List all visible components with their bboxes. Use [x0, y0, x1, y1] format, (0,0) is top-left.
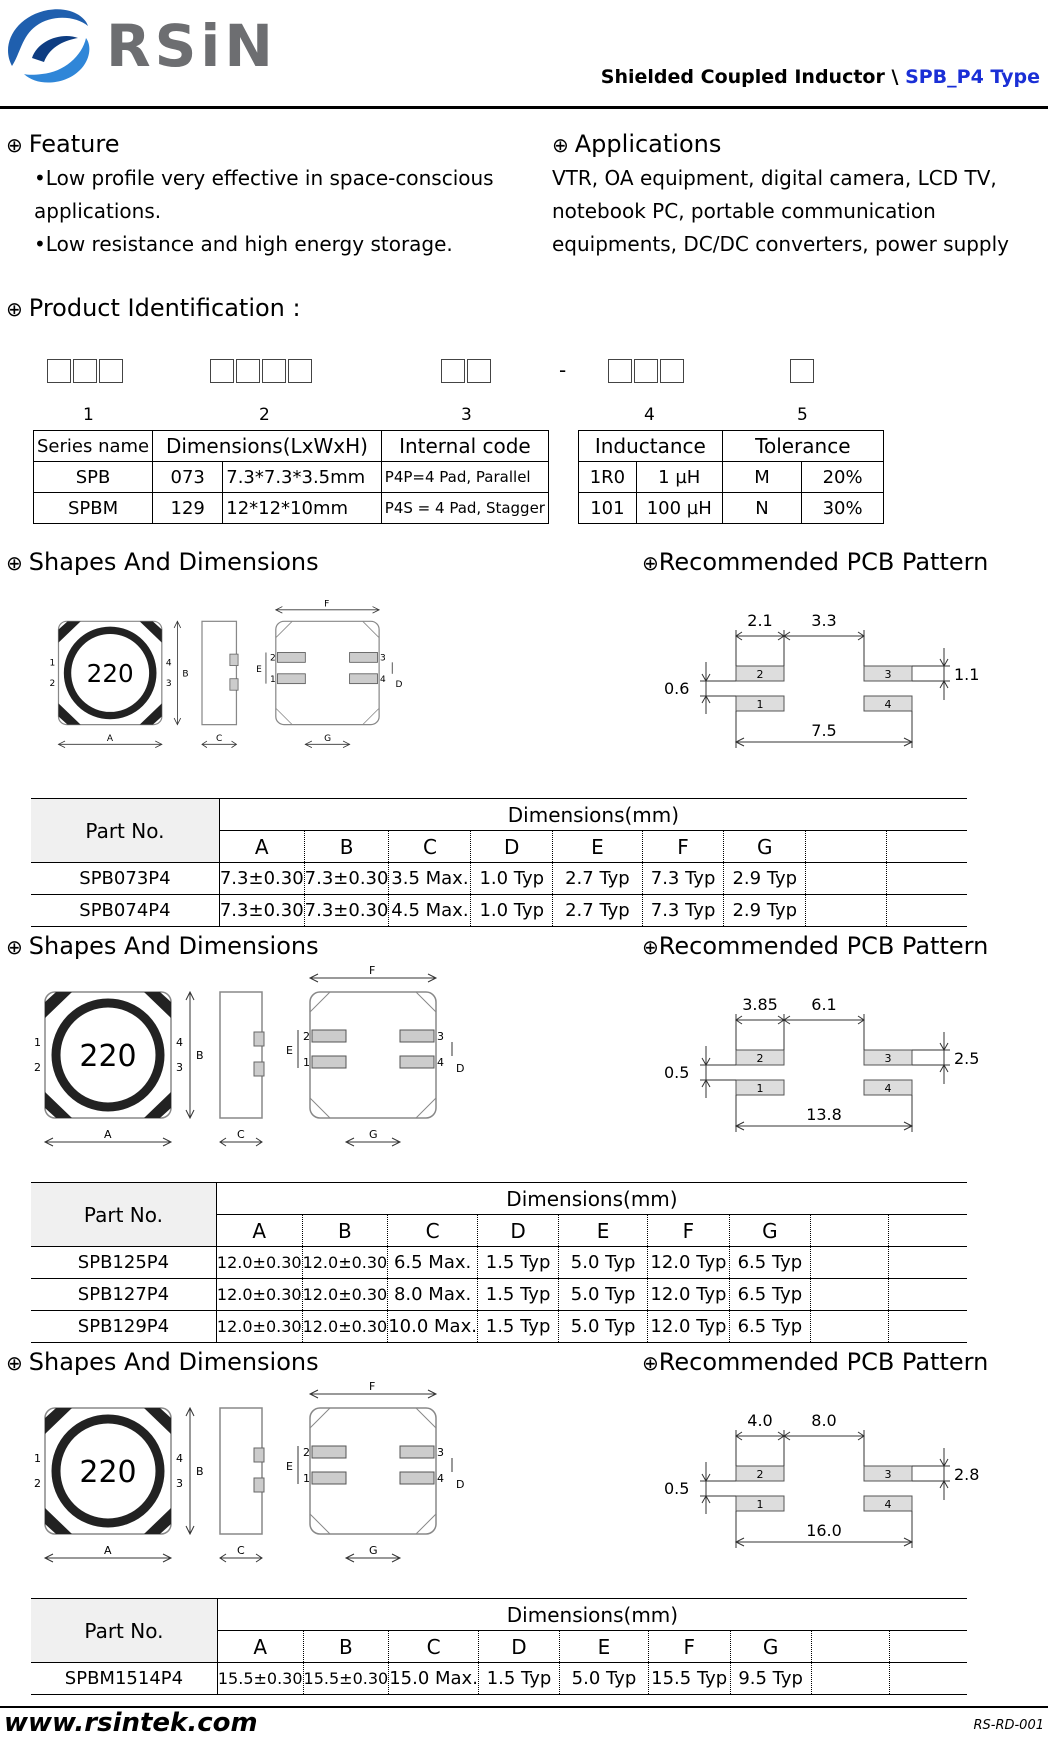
part-no-header: Part No. — [31, 1183, 216, 1247]
column-header: B — [303, 1631, 389, 1663]
crosshair-icon: ⊕ — [642, 935, 659, 959]
pad-label: 2 — [303, 1030, 310, 1043]
pin-label: 3 — [176, 1061, 183, 1074]
table-cell: 101 — [579, 493, 637, 524]
dim-label-e: E — [286, 1460, 293, 1473]
dimensions-table — [31, 798, 967, 927]
code-number: 2 — [259, 405, 270, 425]
pad-label: 3 — [884, 1052, 892, 1065]
dim-label-c: C — [215, 734, 223, 745]
pcb-dim-right: 2.5 — [954, 1049, 980, 1068]
column-header: A — [217, 1631, 303, 1663]
header-cell: Series name — [34, 431, 153, 462]
dimension-cell-f: 7.3 Typ — [642, 863, 724, 895]
dimensions-header: Dimensions(mm) — [217, 1599, 967, 1631]
dimension-cell-b: 15.5±0.30 — [303, 1663, 389, 1695]
header-cell: Tolerance — [722, 431, 883, 462]
pin-label: 4 — [176, 1452, 183, 1465]
part-number-cell: SPB074P4 — [31, 895, 219, 927]
pad-label: 3 — [884, 1468, 892, 1481]
pad-label: 3 — [437, 1446, 444, 1459]
table-cell: 12*12*10mm — [223, 493, 382, 524]
code-number: 3 — [461, 405, 472, 425]
column-header: C — [388, 1215, 478, 1247]
dimension-cell-c: 4.5 Max. — [389, 895, 471, 927]
header-cell: Inductance — [579, 431, 723, 462]
column-header: C — [389, 1631, 479, 1663]
dimension-cell-e: 5.0 Typ — [559, 1247, 648, 1279]
pin-label: 4 — [165, 658, 172, 669]
dim-label-f: F — [324, 599, 330, 610]
table-row — [31, 1279, 967, 1311]
series-code-table — [33, 430, 549, 524]
dim-label-b: B — [182, 669, 189, 680]
top-view — [34, 1408, 204, 1562]
part-number-cell: SPB125P4 — [31, 1247, 216, 1279]
feature-line: •Low resistance and high energy storage. — [34, 232, 453, 256]
pcb-heading: ⊕Recommended PCB Pattern — [642, 548, 989, 576]
table-row — [31, 1663, 967, 1695]
pad-label: 4 — [884, 698, 892, 711]
dim-label-g: G — [324, 734, 332, 745]
column-header: F — [648, 1631, 730, 1663]
dimension-cell-f: 15.5 Typ — [648, 1663, 730, 1695]
column-header: D — [478, 1631, 559, 1663]
code-boxes-2 — [210, 359, 314, 387]
crosshair-icon: ⊕ — [552, 133, 569, 157]
dim-label-e: E — [286, 1044, 293, 1057]
empty-cell — [889, 1215, 967, 1247]
column-header: A — [219, 831, 304, 863]
logo-swirl-icon — [2, 4, 94, 90]
header-rule — [0, 106, 1048, 109]
pad-label: 1 — [303, 1056, 310, 1069]
dimension-cell-e: 5.0 Typ — [559, 1311, 648, 1343]
crosshair-icon: ⊕ — [6, 297, 23, 321]
pad-label: 2 — [756, 668, 764, 681]
pcb-pattern-drawing — [650, 1390, 1030, 1560]
dimension-cell-b: 7.3±0.30 — [304, 863, 389, 895]
part-number-cell: SPBM1514P4 — [31, 1663, 217, 1695]
pad-label: 1 — [303, 1472, 310, 1485]
company-logo — [2, 4, 94, 90]
side-view — [220, 992, 264, 1146]
document-code: RS-RD-001 — [973, 1718, 1044, 1733]
crosshair-icon: ⊕ — [6, 551, 23, 575]
feature-list — [34, 162, 524, 261]
crosshair-icon: ⊕ — [6, 935, 23, 959]
table-cell: P4P=4 Pad, Parallel — [381, 462, 548, 493]
header-cell: Dimensions(LxWxH) — [153, 431, 382, 462]
part-number-cell: SPB129P4 — [31, 1311, 216, 1343]
code-boxes-3 — [441, 359, 493, 387]
dimension-cell-a: 7.3±0.30 — [219, 863, 304, 895]
dimension-cell-c: 8.0 Max. — [388, 1279, 478, 1311]
shapes-heading: ⊕ Shapes And Dimensions — [6, 548, 319, 576]
pcb-pattern-drawing — [650, 974, 1030, 1144]
pcb-dim-left: 0.5 — [664, 1479, 690, 1498]
column-header: D — [471, 831, 553, 863]
dim-label-a: A — [106, 734, 114, 745]
pad-label: 1 — [756, 1498, 764, 1511]
top-view — [49, 621, 188, 747]
dimension-cell-e: 5.0 Typ — [560, 1663, 649, 1695]
pad-label: 4 — [884, 1082, 892, 1095]
dim-label-d: D — [456, 1478, 465, 1491]
table-cell: SPB — [34, 462, 153, 493]
bottom-view — [286, 966, 464, 1146]
column-header: A — [216, 1215, 302, 1247]
product-id-heading: ⊕ Product Identification : — [6, 294, 301, 322]
dim-label-e: E — [256, 665, 262, 676]
dimension-cell-g: 2.9 Typ — [724, 895, 806, 927]
pin-label: 2 — [34, 1477, 41, 1490]
dimension-cell-e: 5.0 Typ — [559, 1279, 648, 1311]
pcb-dim-b: 6.1 — [811, 995, 837, 1014]
part-number-cell: SPB073P4 — [31, 863, 219, 895]
empty-cell — [811, 1215, 889, 1247]
column-header: D — [477, 1215, 558, 1247]
table-row — [31, 895, 967, 927]
table-cell: 129 — [153, 493, 223, 524]
dimension-cell-d: 1.0 Typ — [471, 895, 553, 927]
part-marking: 220 — [79, 1039, 137, 1074]
column-header: F — [648, 1215, 730, 1247]
table-header-row — [31, 1599, 967, 1631]
dimensions-table — [31, 1598, 967, 1695]
dimension-cell-f: 12.0 Typ — [648, 1247, 730, 1279]
pcb-pattern-drawing — [650, 590, 1030, 760]
empty-cell — [889, 1663, 967, 1695]
applications-line: VTR, OA equipment, digital camera, LCD TV, — [552, 166, 997, 190]
dimension-cell-a: 12.0±0.30 — [216, 1247, 302, 1279]
dimension-cell-b: 12.0±0.30 — [302, 1311, 388, 1343]
pin-label: 1 — [49, 658, 56, 669]
pad-label: 1 — [756, 1082, 764, 1095]
package-outline-drawing — [20, 966, 540, 1176]
code-boxes-5 — [790, 359, 816, 387]
dimension-cell-g: 6.5 Typ — [729, 1311, 810, 1343]
pad-label: 2 — [270, 653, 276, 664]
pin-label: 1 — [34, 1452, 41, 1465]
dimension-cell-g: 2.9 Typ — [724, 863, 806, 895]
crosshair-icon: ⊕ — [6, 1351, 23, 1375]
pin-label: 2 — [34, 1061, 41, 1074]
pcb-heading: ⊕Recommended PCB Pattern — [642, 932, 989, 960]
dim-label-b: B — [196, 1465, 204, 1478]
feature-line: •Low profile very effective in space-conscious — [34, 166, 494, 190]
pin-label: 2 — [49, 679, 56, 690]
title-main: Shielded Coupled Inductor — [600, 66, 885, 88]
table-cell: M — [722, 462, 802, 493]
package-outline-drawing — [20, 582, 540, 792]
empty-cell — [889, 1311, 967, 1343]
crosshair-icon: ⊕ — [6, 133, 23, 157]
part-marking: 220 — [79, 1455, 137, 1490]
pin-label: 1 — [34, 1036, 41, 1049]
pad-label: 3 — [884, 668, 892, 681]
table-cell: 30% — [802, 493, 884, 524]
inductance-tolerance-table — [578, 430, 884, 524]
dimension-cell-b: 7.3±0.30 — [304, 895, 389, 927]
column-header: G — [724, 831, 806, 863]
table-cell: SPBM — [34, 493, 153, 524]
dimensions-header: Dimensions(mm) — [219, 799, 967, 831]
table-cell: 100 µH — [636, 493, 722, 524]
part-marking: 220 — [86, 659, 134, 688]
applications-line: notebook PC, portable communication — [552, 199, 936, 223]
brand-name: RSiN — [106, 12, 277, 80]
side-view — [202, 621, 238, 747]
empty-cell — [811, 1663, 889, 1695]
empty-cell — [811, 1279, 889, 1311]
empty-cell — [886, 831, 967, 863]
part-number-cell: SPB127P4 — [31, 1279, 216, 1311]
pcb-dim-right: 2.8 — [954, 1465, 980, 1484]
empty-cell — [886, 895, 967, 927]
empty-cell — [889, 1631, 967, 1663]
pad-label: 4 — [379, 675, 386, 685]
code-dash: - — [559, 358, 567, 382]
dimension-cell-f: 12.0 Typ — [648, 1311, 730, 1343]
dimension-cell-d: 1.0 Typ — [471, 863, 553, 895]
pcb-pads — [736, 1466, 912, 1511]
feature-line: applications. — [34, 199, 162, 223]
table-row — [31, 1247, 967, 1279]
part-no-header: Part No. — [31, 799, 219, 863]
pad-label: 2 — [756, 1052, 764, 1065]
applications-list — [552, 162, 1042, 261]
pad-label: 4 — [437, 1472, 444, 1485]
empty-cell — [889, 1247, 967, 1279]
dimension-cell-e: 2.7 Typ — [553, 863, 643, 895]
pad-label: 1 — [756, 698, 764, 711]
dimension-cell-a: 12.0±0.30 — [216, 1311, 302, 1343]
column-header: B — [304, 831, 389, 863]
column-header: B — [302, 1215, 388, 1247]
dimension-cell-d: 1.5 Typ — [477, 1279, 558, 1311]
crosshair-icon: ⊕ — [642, 551, 659, 575]
pin-label: 4 — [176, 1036, 183, 1049]
dimension-cell-d: 1.5 Typ — [477, 1311, 558, 1343]
pcb-heading: ⊕Recommended PCB Pattern — [642, 1348, 989, 1376]
dimension-cell-a: 7.3±0.30 — [219, 895, 304, 927]
top-view — [34, 992, 204, 1146]
bottom-view — [256, 600, 402, 748]
dimension-cell-c: 3.5 Max. — [389, 863, 471, 895]
pcb-pads — [736, 1050, 912, 1095]
dimension-cell-e: 2.7 Typ — [553, 895, 643, 927]
column-header: E — [560, 1631, 649, 1663]
pcb-dim-total: 13.8 — [806, 1105, 842, 1124]
pcb-dim-a: 4.0 — [747, 1411, 773, 1430]
table-cell: N — [722, 493, 802, 524]
column-header: C — [389, 831, 471, 863]
table-row — [31, 863, 967, 895]
dim-label-c: C — [237, 1544, 245, 1557]
dim-label-g: G — [369, 1544, 378, 1557]
dimensions-table — [31, 1182, 967, 1343]
table-cell: P4S = 4 Pad, Stagger — [381, 493, 548, 524]
table-cell: 7.3*7.3*3.5mm — [223, 462, 382, 493]
table-cell: 1R0 — [579, 462, 637, 493]
code-number: 1 — [83, 405, 94, 425]
bottom-view — [286, 1382, 464, 1562]
part-no-header: Part No. — [31, 1599, 217, 1663]
empty-cell — [806, 831, 887, 863]
empty-cell — [811, 1631, 889, 1663]
pad-label: 3 — [437, 1030, 444, 1043]
column-header: F — [642, 831, 724, 863]
website-link[interactable]: www.rsintek.com — [4, 1708, 258, 1738]
dim-label-f: F — [369, 1382, 376, 1393]
header-cell: Internal code — [381, 431, 548, 462]
empty-cell — [886, 863, 967, 895]
pcb-dim-b: 3.3 — [811, 611, 837, 630]
pcb-dim-left: 0.6 — [664, 679, 690, 698]
code-boxes-4 — [608, 359, 686, 387]
dim-label-c: C — [237, 1128, 245, 1141]
dimensions-header: Dimensions(mm) — [216, 1183, 967, 1215]
shapes-heading: ⊕ Shapes And Dimensions — [6, 932, 319, 960]
table-row — [31, 1311, 967, 1343]
feature-heading: ⊕ Feature — [6, 130, 120, 158]
dimension-cell-g: 6.5 Typ — [729, 1279, 810, 1311]
pin-label: 3 — [165, 679, 172, 690]
code-boxes-1 — [47, 359, 125, 387]
column-header: G — [729, 1215, 810, 1247]
column-header: E — [559, 1215, 648, 1247]
pcb-dim-b: 8.0 — [811, 1411, 837, 1430]
column-header: E — [553, 831, 643, 863]
pcb-dim-total: 7.5 — [811, 721, 837, 740]
side-view — [220, 1408, 264, 1562]
dimension-cell-d: 1.5 Typ — [477, 1247, 558, 1279]
title-type: SPB_P4 Type — [905, 66, 1040, 88]
table-cell: 1 µH — [636, 462, 722, 493]
dimension-cell-b: 12.0±0.30 — [302, 1279, 388, 1311]
dimension-cell-g: 9.5 Typ — [730, 1663, 811, 1695]
dimension-cell-c: 6.5 Max. — [388, 1247, 478, 1279]
pad-label: 4 — [884, 1498, 892, 1511]
dimension-cell-f: 7.3 Typ — [642, 895, 724, 927]
code-number: 4 — [644, 405, 655, 425]
crosshair-icon: ⊕ — [642, 1351, 659, 1375]
table-header-row — [31, 799, 967, 831]
dimension-cell-a: 12.0±0.30 — [216, 1279, 302, 1311]
dim-label-a: A — [104, 1128, 112, 1141]
pcb-dim-left: 0.5 — [664, 1063, 690, 1082]
empty-cell — [811, 1311, 889, 1343]
dimension-cell-g: 6.5 Typ — [729, 1247, 810, 1279]
dimension-cell-c: 10.0 Max. — [388, 1311, 478, 1343]
code-number: 5 — [797, 405, 808, 425]
empty-cell — [806, 895, 887, 927]
column-header: G — [730, 1631, 811, 1663]
package-outline-drawing — [20, 1382, 540, 1592]
pad-label: 3 — [379, 653, 386, 664]
pad-label: 2 — [303, 1446, 310, 1459]
dim-label-b: B — [196, 1049, 204, 1062]
table-header-row — [31, 1183, 967, 1215]
table-cell: 20% — [802, 462, 884, 493]
dim-label-f: F — [369, 966, 376, 977]
pcb-dim-total: 16.0 — [806, 1521, 842, 1540]
dimension-cell-b: 12.0±0.30 — [302, 1247, 388, 1279]
dim-label-a: A — [104, 1544, 112, 1557]
dimension-cell-c: 15.0 Max. — [389, 1663, 479, 1695]
empty-cell — [811, 1247, 889, 1279]
applications-line: equipments, DC/DC converters, power supply — [552, 232, 1010, 256]
shapes-heading: ⊕ Shapes And Dimensions — [6, 1348, 319, 1376]
title-separator: \ — [891, 66, 899, 88]
dim-label-d: D — [456, 1062, 465, 1075]
pcb-pads — [736, 666, 912, 711]
pin-label: 3 — [176, 1477, 183, 1490]
dimension-cell-a: 15.5±0.30 — [217, 1663, 303, 1695]
dimension-cell-d: 1.5 Typ — [478, 1663, 559, 1695]
pcb-dim-a: 3.85 — [742, 995, 778, 1014]
pad-label: 2 — [756, 1468, 764, 1481]
pad-label: 1 — [270, 675, 276, 685]
pcb-dim-right: 1.1 — [954, 665, 980, 684]
pcb-dim-a: 2.1 — [747, 611, 773, 630]
table-cell: 073 — [153, 462, 223, 493]
dim-label-g: G — [369, 1128, 378, 1141]
dimension-cell-f: 12.0 Typ — [648, 1279, 730, 1311]
empty-cell — [889, 1279, 967, 1311]
pad-label: 4 — [437, 1056, 444, 1069]
document-title — [601, 66, 1040, 88]
dim-label-d: D — [395, 679, 403, 690]
empty-cell — [806, 863, 887, 895]
applications-heading: ⊕ Applications — [552, 130, 722, 158]
